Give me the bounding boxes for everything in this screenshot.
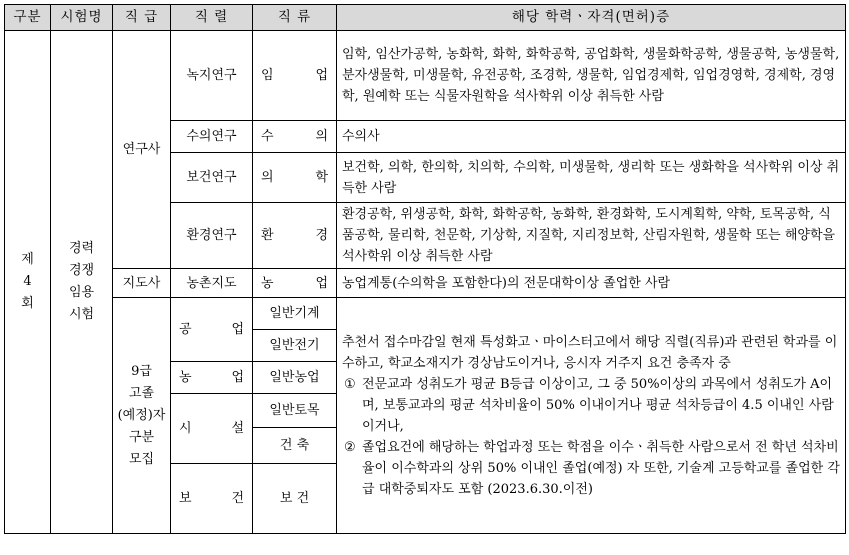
kind-char: 환 [261, 228, 274, 243]
exam-name-line: 임용 [68, 285, 95, 300]
series-char: 시 [179, 421, 192, 436]
header-row [5, 5, 846, 31]
kind-char: 학 [315, 170, 328, 185]
round-cell [5, 31, 51, 534]
grade-9-line: 구분 [128, 429, 155, 445]
kind-cell: 일반전기 [253, 330, 337, 362]
table-row [5, 298, 846, 330]
round-line: 회 [21, 296, 34, 311]
kind-char: 임 [261, 68, 274, 83]
series-cell: 수의연구 [171, 121, 253, 153]
header-grade: 직 급 [113, 5, 171, 31]
exam-name-line: 경력 [68, 241, 95, 256]
kind-cell: 일반기계 [253, 298, 337, 330]
exam-name-cell [51, 31, 113, 534]
qualification-desc-9 [337, 298, 846, 534]
desc-item-2: 졸업요건에 해당하는 학업과정 또는 학점을 이수ㆍ취득한 사람으로서 전 학년 석차비율이 이수학과의 상위 50% 이내인 졸업(예정) 자 또한, 기술계 고등학교를 졸업한 각급 대학중퇴자도 포함 (2023.6.30.이전) [362, 439, 840, 497]
header-qualification: 해당 학력ㆍ자격(면허)증 [337, 5, 846, 31]
qualification-desc: 농업계통(수의학을 포함한다)의 전문대학이상 졸업한 사람 [337, 269, 846, 298]
kind-char: 경 [315, 228, 328, 243]
series-char: 설 [231, 421, 244, 436]
kind-char: 의 [261, 170, 274, 185]
table-row [5, 269, 846, 298]
kind-char: 업 [315, 275, 328, 291]
qualification-desc: 보건학, 의학, 한의학, 치의학, 수의학, 미생물학, 생리학 또는 생화학을 석사학위 이상 취득한 사람 [337, 153, 846, 203]
grade-9-line: (예정)자 [117, 407, 166, 423]
series-char: 공 [179, 322, 192, 337]
header-series: 직 렬 [171, 5, 253, 31]
series-cell: 농촌지도 [171, 269, 253, 298]
kind-cell: 건 축 [279, 438, 310, 453]
series-cell [171, 298, 253, 362]
kind-cell [253, 203, 337, 269]
kind-cell [253, 31, 337, 121]
grade-9-line: 9급 [131, 363, 152, 379]
header-exam-name: 시험명 [51, 5, 113, 31]
series-char: 보 [179, 491, 192, 506]
exam-name-line: 시험 [68, 307, 95, 322]
item-number: ① [344, 376, 356, 392]
kind-char: 의 [315, 129, 328, 144]
series-char: 업 [231, 322, 244, 337]
exam-name-line: 경쟁 [68, 263, 95, 278]
qualification-desc: 수의사 [337, 121, 846, 153]
grade-9-cell [113, 298, 171, 534]
kind-cell [253, 269, 337, 298]
kind-cell-split [253, 394, 337, 464]
series-cell: 보건연구 [171, 153, 253, 203]
grade-researcher: 연구사 [113, 31, 171, 269]
qualification-table [4, 4, 846, 534]
desc-intro: 추천서 접수마감일 현재 특성화고ㆍ마이스터고에서 해당 직렬(직류)과 관련된 학과를 이수하고, 학교소재지가 경상남도이거나, 응시자 거주지 요건 충족자 중 [342, 334, 838, 371]
kind-char: 업 [315, 68, 328, 83]
series-cell: 환경연구 [171, 203, 253, 269]
kind-cell: 보 건 [253, 464, 337, 534]
round-line: 제 [21, 252, 34, 267]
qualification-desc: 임학, 임산가공학, 농화학, 화학, 화학공학, 공업화학, 생물화학공학, 생물공학, 농생물학, 분자생물학, 미생물학, 유전공학, 조경학, 생물학, 임업경제학, 임업경영학, 경제학, 경영학, 원예학 또는 식물자원학을 석사학위 이상 취득한 사람 [337, 31, 846, 121]
grade-guide: 지도사 [113, 269, 171, 298]
series-char: 업 [231, 370, 244, 385]
header-gubun: 구분 [5, 5, 51, 31]
kind-cell: 일반토목 [253, 394, 336, 428]
qualification-desc: 환경공학, 위생공학, 화학, 화학공학, 농화학, 환경화학, 도시계획학, 약학, 토목공학, 식품공학, 물리학, 천문학, 기상학, 지질학, 지리정보학, 산림자원학, 생물학 또는 해양학을 석사학위 이상 취득한 사람 [337, 203, 846, 269]
kind-cell: 일반농업 [253, 362, 337, 394]
kind-char: 수 [261, 129, 274, 144]
desc-item-1: 전문교과 성취도가 평균 B등급 이상이고, 그 중 50%이상의 과목에서 성취도가 A이며, 보통교과의 평균 석차비율이 50% 이내이거나 평균 석차등급이 4.5 이내인 사람이거나, [362, 376, 834, 434]
series-char: 건 [231, 491, 244, 506]
kind-char: 농 [261, 275, 274, 291]
round-number: 4 [23, 274, 32, 289]
series-char: 농 [179, 370, 192, 385]
series-cell: 녹지연구 [171, 31, 253, 121]
series-cell [171, 464, 253, 534]
grade-9-line: 모집 [128, 451, 155, 467]
series-cell [171, 394, 253, 464]
kind-cell [253, 153, 337, 203]
grade-9-line: 고졸 [128, 385, 155, 401]
header-kind: 직 류 [253, 5, 337, 31]
table-row [5, 31, 846, 121]
item-number: ② [344, 439, 356, 455]
kind-cell [253, 121, 337, 153]
series-cell [171, 362, 253, 394]
